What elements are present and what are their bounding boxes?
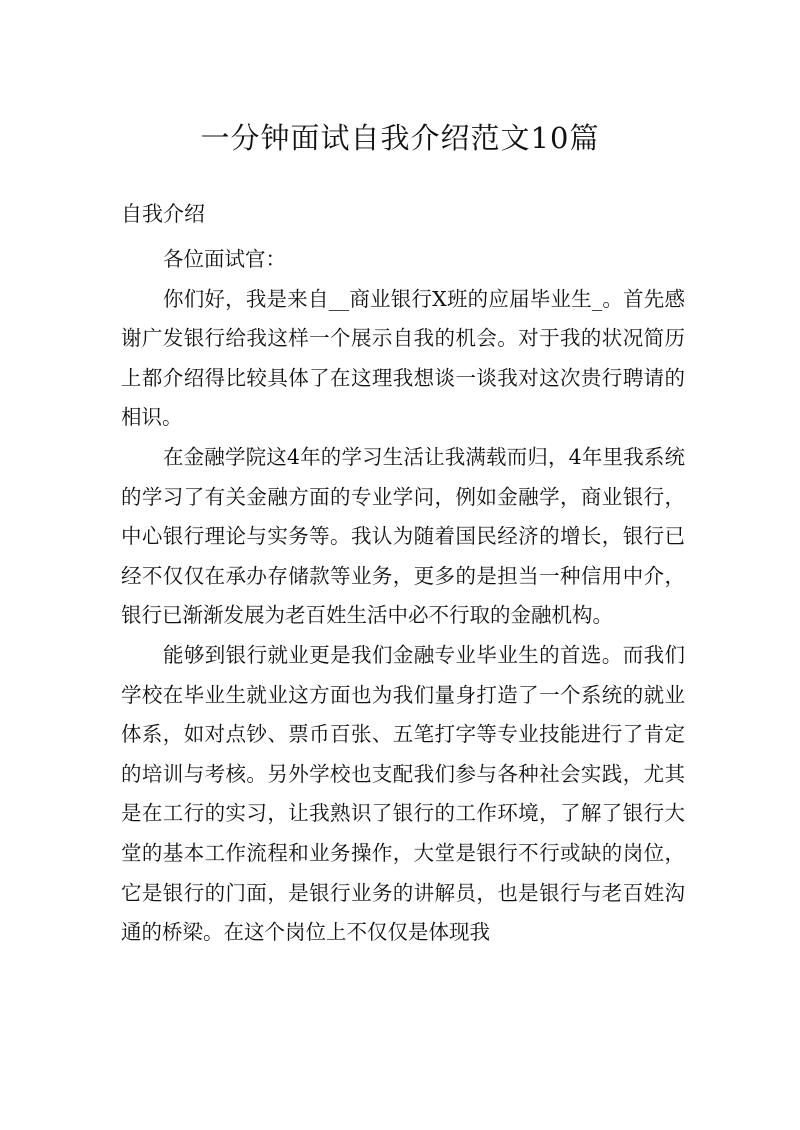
paragraph-education: 在金融学院这4年的学习生活让我满载而归，4年里我系统的学习了有关金融方面的专业学问，例如金融学，商业银行，中心银行理论与实务等。我认为随着国民经济的增长，银行已经不仅仅在承办存储款等业务，更多的是担当一种信用中介，银行已渐渐发展为老百姓生活中必不行取的金融机构。 [121,444,685,628]
paragraph-greeting: 各位面试官： [163,247,286,271]
paragraph-introduction: 你们好，我是来自__商业银行X班的应届毕业生_。首先感谢广发银行给我这样一个展示自我的机会。对于我的状况简历上都介绍得比较具体了在这理我想谈一谈我对这次贵行聘请的相识。 [121,286,685,430]
paragraph-career: 能够到银行就业更是我们金融专业毕业生的首选。而我们学校在毕业生就业这方面也为我们量身打造了一个系统的就业体系，如对点钞、票币百张、五笔打字等专业技能进行了肯定的培训与考核。另外学校也支配我们参与各种社会实践，尤其是在工行的实习，让我熟识了银行的工作环境，了解了银行大堂的基本工作流程和业务操作，大堂是银行不行或缺的岗位，它是银行的门面，是银行业务的讲解员，也是银行与老百姓沟通的桥梁。在这个岗位上不仅仅是体现我 [121,642,685,945]
document-title: 一分钟面试自我介绍范文10篇 [200,121,600,155]
section-heading: 自我介绍 [121,202,205,226]
document-body [121,240,685,953]
